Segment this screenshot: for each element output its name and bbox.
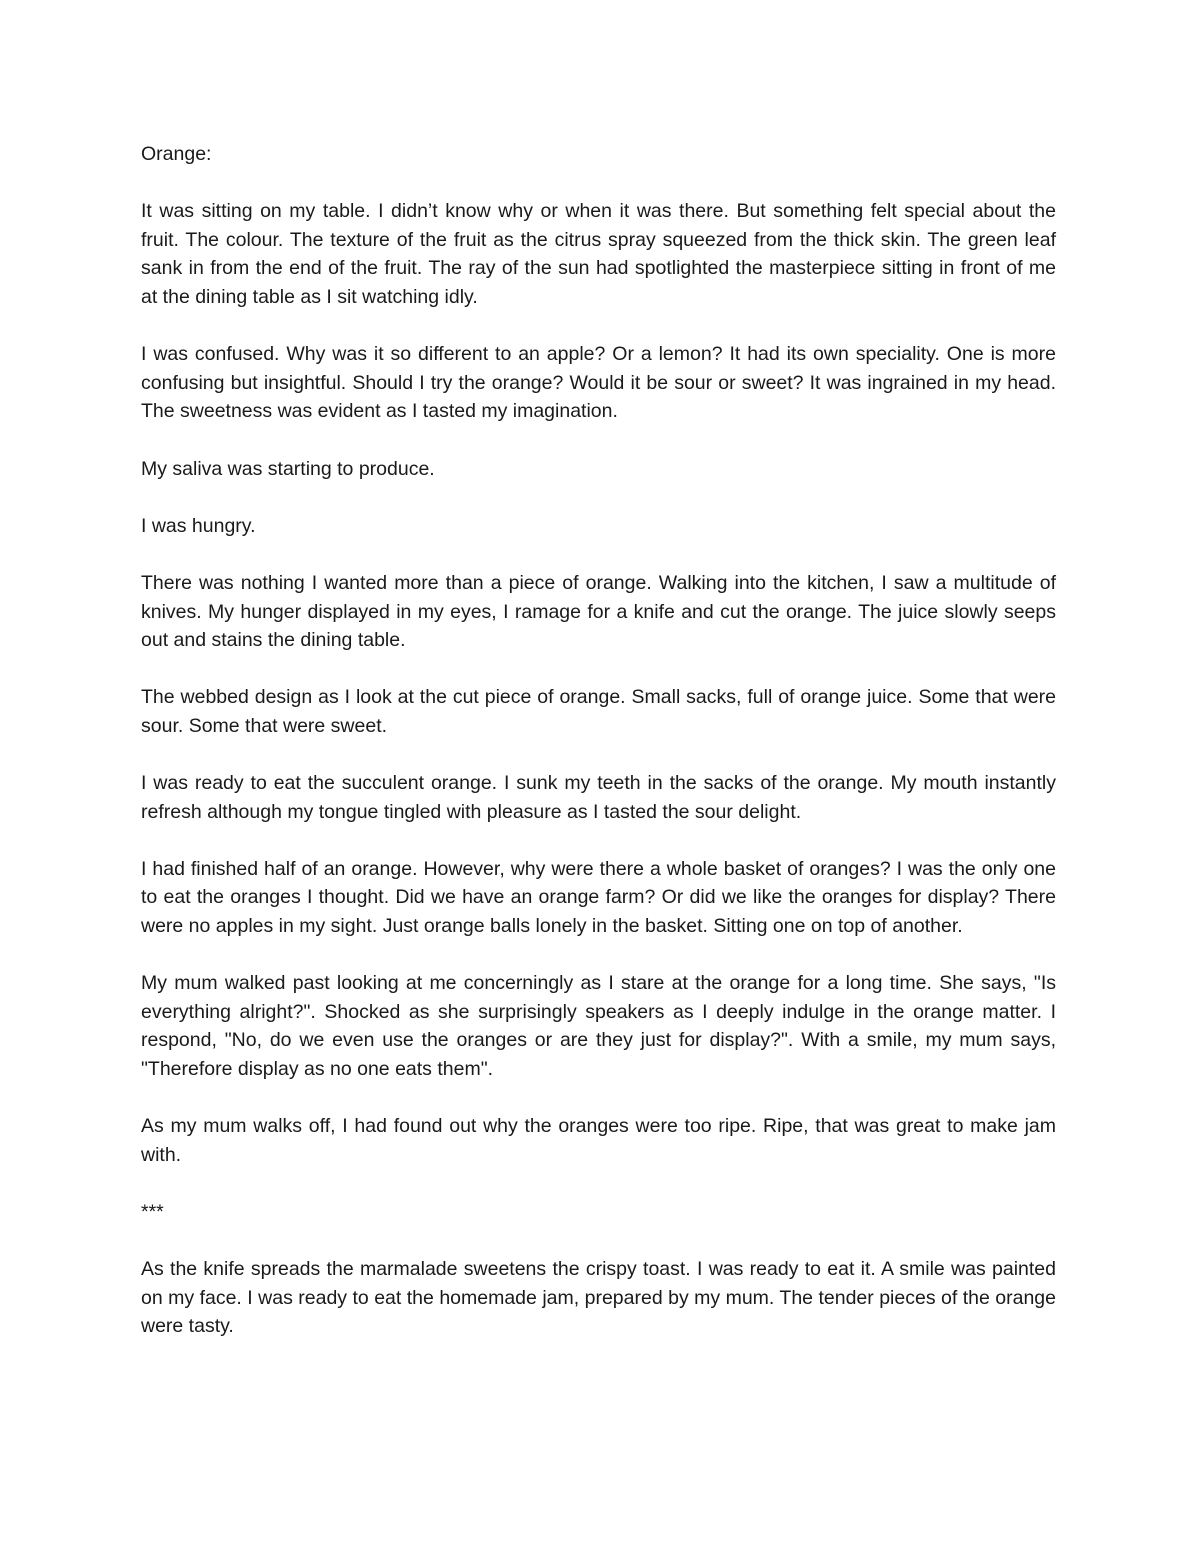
paragraph-2: I was confused. Why was it so different to an apple? Or a lemon? It had its own speciality. One is more confusing but insightful. Should I try the orange? Would it be sour or sweet? It was ingrained in my head. The sweetness was evident as I tasted my imagination. [141,343,1056,423]
section-separator: *** [141,1200,164,1223]
paragraph-5: There was nothing I wanted more than a piece of orange. Walking into the kitchen, I saw a multitude of knives. My hunger displayed in my eyes, I ramage for a knife and cut the orange. The juice slowly seeps out and stains the dining table. [141,571,1056,652]
paragraph-10: As my mum walks off, I had found out why the oranges were too ripe. Ripe, that was great to make jam with. [141,1115,1056,1166]
document-page [141,140,1056,1370]
paragraph-11: As the knife spreads the marmalade sweetens the crispy toast. I was ready to eat it. A smile was painted on my face. I was ready to eat the homemade jam, prepared by my mum. The tender pieces of the orange were tasty. [141,1258,1056,1338]
paragraph-1: It was sitting on my table. I didn’t know why or when it was there. But something felt special about the fruit. The colour. The texture of the fruit as the citrus spray squeezed from the thick skin. The green leaf sank in from the end of the fruit. The ray of the sun had spotlighted the masterpiece sitting in front of me at the dining table as I sit watching idly. [141,200,1056,308]
paragraph-3: My saliva was starting to produce. [141,457,435,480]
paragraph-9: My mum walked past looking at me concerningly as I stare at the orange for a long time. She says, "Is everything alright?". Shocked as she surprisingly speakers as I deeply indulge in the orange matter. I respond, "No, do we even use the oranges or are they just for display?". With a smile, my mum says, "Therefore display as no one eats them". [141,972,1056,1080]
paragraph-4: I was hungry. [141,514,256,537]
paragraph-8: I had finished half of an orange. However, why were there a whole basket of oranges? I was the only one to eat the oranges I thought. Did we have an orange farm? Or did we like the oranges for display? There were no apples in my sight. Just orange balls lonely in the basket. Sitting one on top of another. [141,857,1056,938]
document-title: Orange: [141,143,212,165]
paragraph-6: The webbed design as I look at the cut piece of orange. Small sacks, full of orange juice. Some that were sour. Some that were sweet. [141,686,1056,737]
paragraph-7: I was ready to eat the succulent orange. I sunk my teeth in the sacks of the orange. My mouth instantly refresh although my tongue tingled with pleasure as I tasted the sour delight. [141,772,1056,823]
